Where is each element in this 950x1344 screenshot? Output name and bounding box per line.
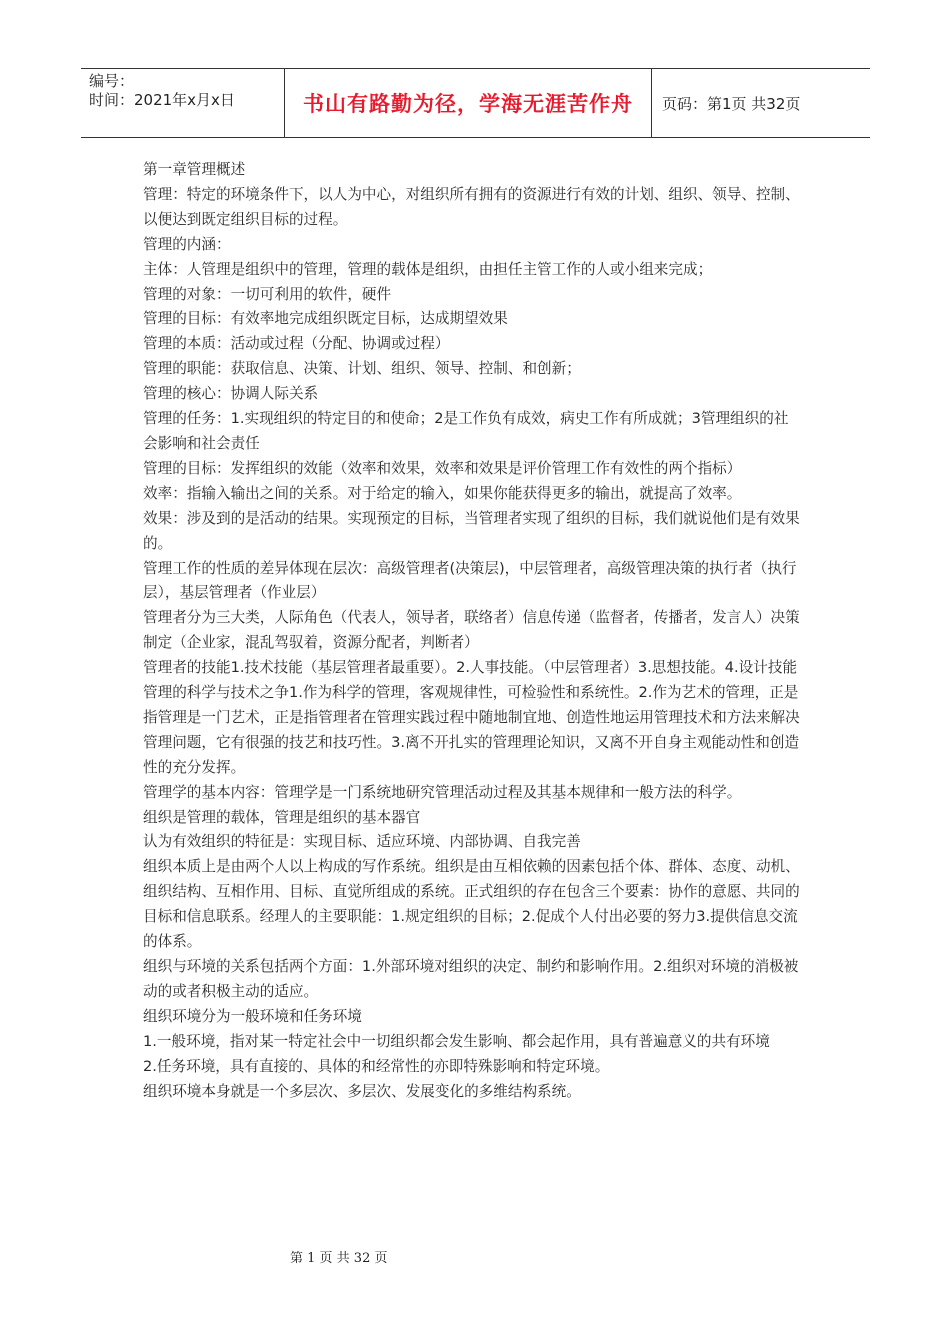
paragraph: 管理的本质：活动或过程（分配、协调或过程）	[143, 335, 450, 353]
paragraph: 组织与环境的关系包括两个方面：1.外部环境对组织的决定、制约和影响作用。2.组织对环境的消极被动的或者积极主动的适应。	[143, 958, 799, 1000]
paragraph: 管理的内涵：	[143, 235, 231, 253]
header-meta	[81, 69, 284, 137]
paragraph: 组织环境分为一般环境和任务环境	[143, 1007, 362, 1025]
number-label: 编号：	[89, 72, 135, 90]
paragraph: 管理：特定的环境条件下，以人为中心，对组织所有拥有的资源进行有效的计划、组织、领导、控制、以便达到既定组织目标的过程。	[143, 185, 800, 228]
paragraph: 效率：指输入输出之间的关系。对于给定的输入，如果你能获得更多的输出，就提高了效率。	[143, 484, 742, 502]
paragraph: 管理的目标：发挥组织的效能（效率和效果，效率和效果是评价管理工作有效性的两个指标）	[143, 459, 742, 477]
page-info: 页码：第1页 共32页	[662, 94, 801, 113]
paragraph: 效果：涉及到的是活动的结果。实现预定的目标，当管理者实现了组织的目标，我们就说他们是有效果的。	[143, 509, 800, 552]
paragraph: 主体：人管理是组织中的管理，管理的载体是组织，由担任主管工作的人或小组来完成；	[143, 260, 713, 278]
motto: 书山有路勤为径，学海无涯苦作舟	[303, 92, 633, 116]
paragraph: 认为有效组织的特征是：实现目标、适应环境、内部协调、自我完善	[143, 833, 581, 851]
date-line: 时间：2021年x月x日	[89, 91, 235, 109]
paragraph: 管理的职能：获取信息、决策、计划、组织、领导、控制、和创新；	[143, 360, 581, 378]
paragraph: 管理的对象：一切可利用的软件，硬件	[143, 285, 392, 303]
paragraph: 管理的任务：1.实现组织的特定目的和使命；2是工作负有成效，病史工作有所成就；3管理组织的社会影响和社会责任	[143, 410, 789, 452]
paragraph: 管理工作的性质的差异体现在层次：高级管理者(决策层)，中层管理者，高级管理决策的执行者（执行层），基层管理者（作业层）	[143, 559, 797, 602]
document-body	[143, 158, 803, 1104]
paragraph: 组织本质上是由两个人以上构成的写作系统。组织是由互相依赖的因素包括个体、群体、态度、动机、组织结构、互相作用、目标、直觉所组成的系统。正式组织的存在包含三个要素：协作的意愿、共同的目标和信息联系。经理人的主要职能：1.规定组织的目标；2.促成个人付出必要的努力3.提供信息交流的体系。	[143, 858, 800, 951]
paragraph: 管理的目标：有效率地完成组织既定目标，达成期望效果	[143, 310, 508, 328]
paragraph: 管理的核心：协调人际关系	[143, 385, 319, 403]
paragraph: 管理者的技能1.技术技能（基层管理者最重要）。2.人事技能。（中层管理者）3.思想技能。4.设计技能	[143, 659, 798, 677]
paragraph: 1.一般环境，指对某一特定社会中一切组织都会发生影响、都会起作用，具有普遍意义的共有环境	[143, 1032, 770, 1050]
paragraph: 管理的科学与技术之争1.作为科学的管理，客观规律性，可检验性和系统性。2.作为艺术的管理，正是指管理是一门艺术，正是指管理者在管理实践过程中随地制宜地、创造性地运用管理技术和方法来解决管理问题，它有很强的技艺和技巧性。3.离不开扎实的管理理论知识，又离不开自身主观能动性和创造性的充分发挥。	[143, 684, 800, 776]
paragraph: 组织环境本身就是一个多层次、多层次、发展变化的多维结构系统。	[143, 1082, 581, 1100]
header-motto-cell	[284, 69, 652, 137]
chapter-title: 第一章管理概述	[143, 161, 246, 178]
header-page-info	[652, 69, 870, 137]
paragraph: 2.任务环境，具有直接的、具体的和经常性的亦即特殊影响和特定环境。	[143, 1057, 610, 1075]
paragraph: 组织是管理的载体，管理是组织的基本器官	[143, 808, 421, 826]
footer-page-number: 第 1 页 共 32 页	[290, 1251, 388, 1266]
paragraph: 管理学的基本内容：管理学是一门系统地研究管理活动过程及其基本规律和一般方法的科学。	[143, 783, 742, 801]
page-header	[81, 68, 870, 138]
paragraph: 管理者分为三大类，人际角色（代表人，领导者，联络者）信息传递（监督者，传播者，发言人）决策制定（企业家，混乱驾驭着，资源分配者，判断者）	[143, 609, 800, 652]
page-footer	[0, 1247, 950, 1266]
